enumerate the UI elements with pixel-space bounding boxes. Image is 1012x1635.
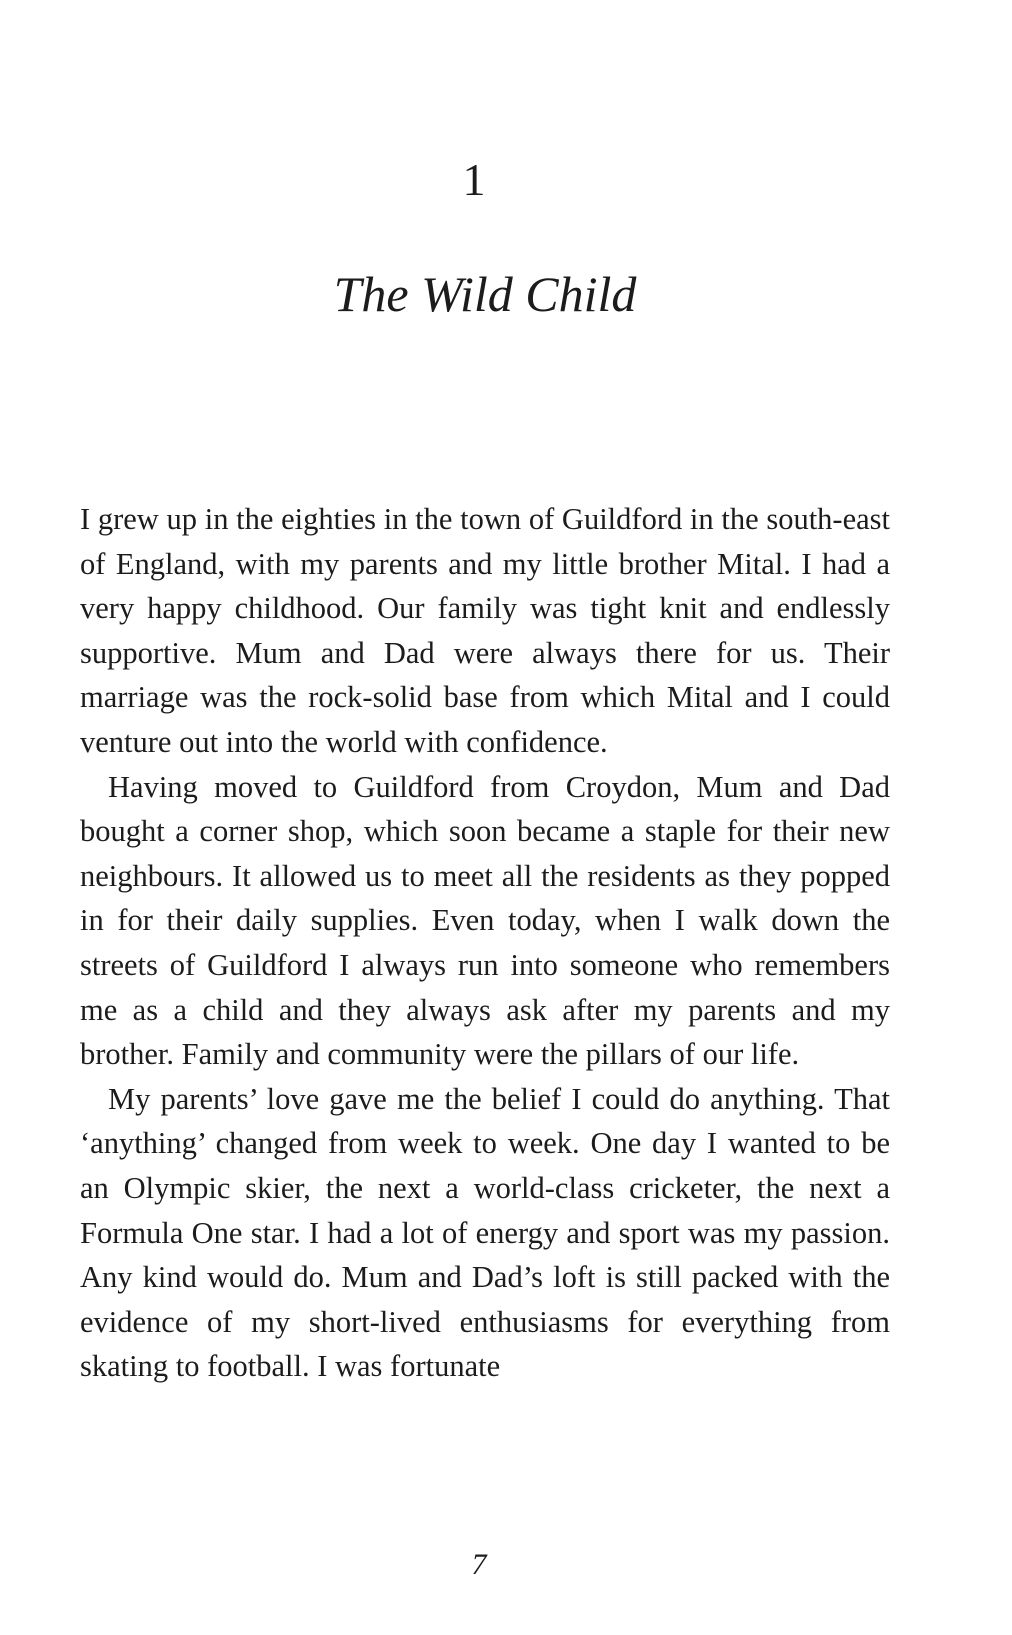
paragraph-3: My parents’ love gave me the belief I could do anything. That ‘anything’ changed from week to week. One day I wanted to be an Olympic skier, the next a world-class cricketer, the next a Formula One star. I had a lot of energy and sport was my passion. Any kind would do. Mum and Dad’s loft is still packed with the evidence of my short-lived enthusiasms for everything from skating to football. I was fortunate xyxy=(80,1081,890,1384)
chapter-title: The Wild Child xyxy=(333,266,637,322)
paragraph-1: I grew up in the eighties in the town of Guildford in the south-east of England, with my parents and my little brother Mital. I had a very happy childhood. Our family was tight knit and endlessly supportive. Mum and Dad were always there for us. Their marriage was the rock-solid base from which Mital and I could venture out into the world with confidence. xyxy=(80,502,890,759)
page-number: 7 xyxy=(471,1548,487,1581)
body-text xyxy=(80,497,890,1389)
chapter-number: 1 xyxy=(462,154,486,205)
paragraph-2: Having moved to Guildford from Croydon, Mum and Dad bought a corner shop, which soon became a staple for their new neighbours. It allowed us to meet all the residents as they popped in for their daily supplies. Even today, when I walk down the streets of Guildford I always run into someone who remembers me as a child and they always ask after my parents and my brother. Family and community were the pillars of our life. xyxy=(80,769,890,1072)
